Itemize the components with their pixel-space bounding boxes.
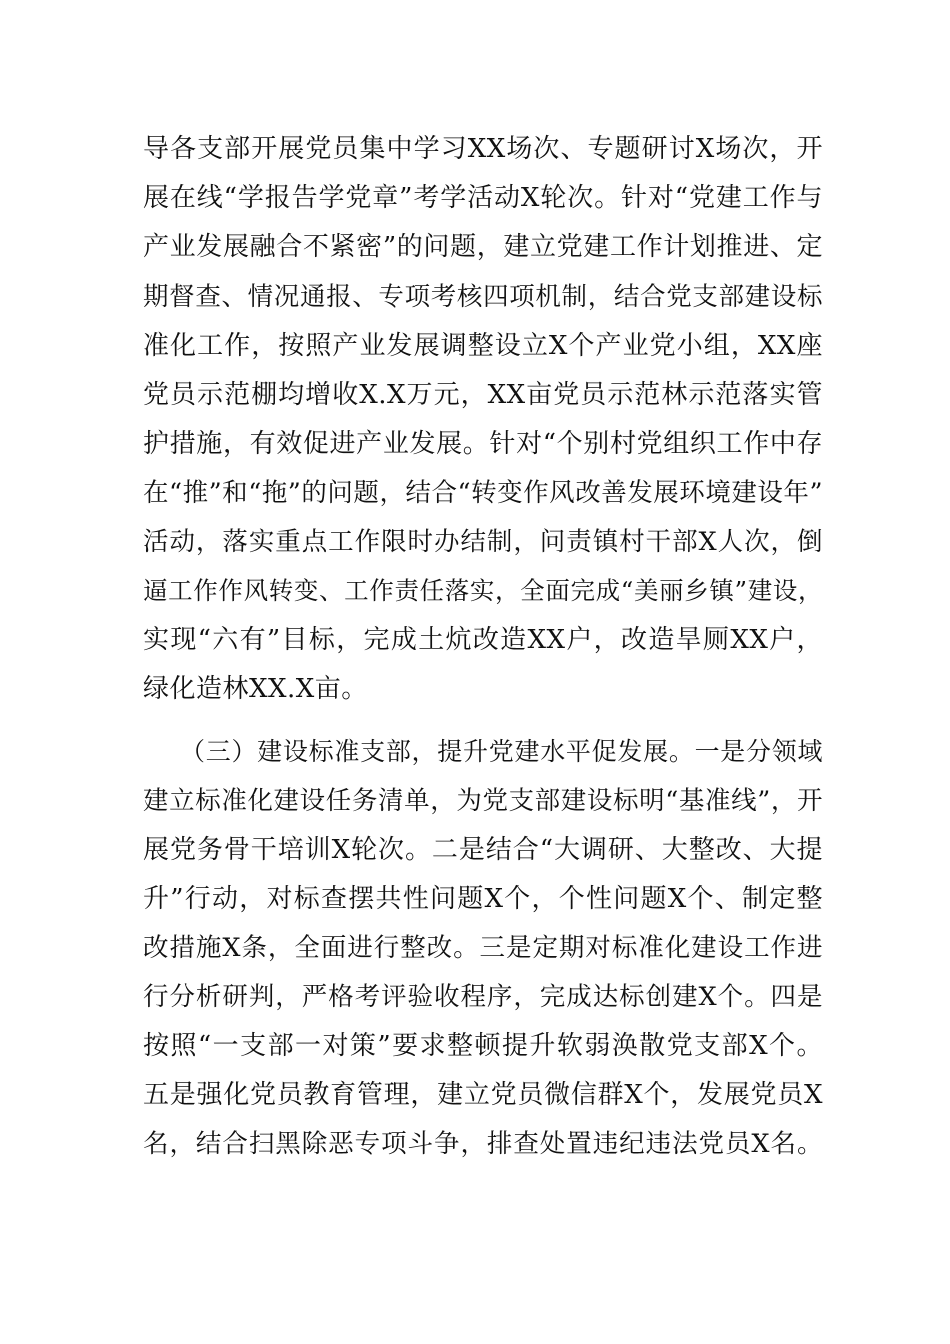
text-line: 绿化造林XX.X亩。 [143, 674, 368, 704]
text-line: 展党务骨干培训X轮次。二是结合“大调研、大整改、大提 [143, 835, 823, 865]
text-line: 按照“一支部一对策”要求整顿提升软弱涣散党支部X个。 [143, 1031, 823, 1061]
text-line: 党员示范棚均增收X.X万元，XX亩党员示范林示范落实管 [143, 380, 823, 410]
text-line: 准化工作，按照产业发展调整设立X个产业党小组，XX座 [143, 331, 823, 361]
text-line: 名，结合扫黑除恶专项斗争，排查处置违纪违法党员X名。 [143, 1129, 823, 1159]
text-line: 五是强化党员教育管理，建立党员微信群X个，发展党员X [143, 1080, 823, 1110]
text-line: 活动，落实重点工作限时办结制，问责镇村干部X人次，倒 [143, 527, 823, 557]
text-line: 实现“六有”目标，完成土炕改造XX户，改造旱厕XX户， [143, 625, 823, 655]
text-line: 护措施，有效促进产业发展。针对“个别村党组织工作中存 [143, 429, 823, 459]
text-line: 展在线“学报告学党章”考学活动X轮次。针对“党建工作与 [143, 183, 823, 213]
text-line: 导各支部开展党员集中学习XX场次、专题研讨X场次，开 [143, 134, 823, 164]
text-line: 建立标准化建设任务清单，为党支部建设标明“基准线”，开 [143, 786, 823, 816]
text-line: 升”行动，对标查摆共性问题X个，个性问题X个、制定整 [143, 884, 823, 914]
text-line: 改措施X条，全面进行整改。三是定期对标准化建设工作进 [143, 933, 823, 963]
text-line: 产业发展融合不紧密”的问题，建立党建工作计划推进、定 [143, 232, 823, 262]
text-line: 在“推”和“拖”的问题，结合“转变作风改善发展环境建设年” [143, 478, 823, 508]
text-line: 行分析研判，严格考评验收程序，完成达标创建X个。四是 [143, 982, 823, 1012]
text-line: 逼工作作风转变、工作责任落实，全面完成“美丽乡镇”建设， [143, 576, 823, 605]
text-line: 期督查、情况通报、专项考核四项机制，结合党支部建设标 [143, 282, 823, 312]
paragraph-heading-line: （三）建设标准支部，提升党建水平促发展。一是分领域 [180, 737, 823, 766]
